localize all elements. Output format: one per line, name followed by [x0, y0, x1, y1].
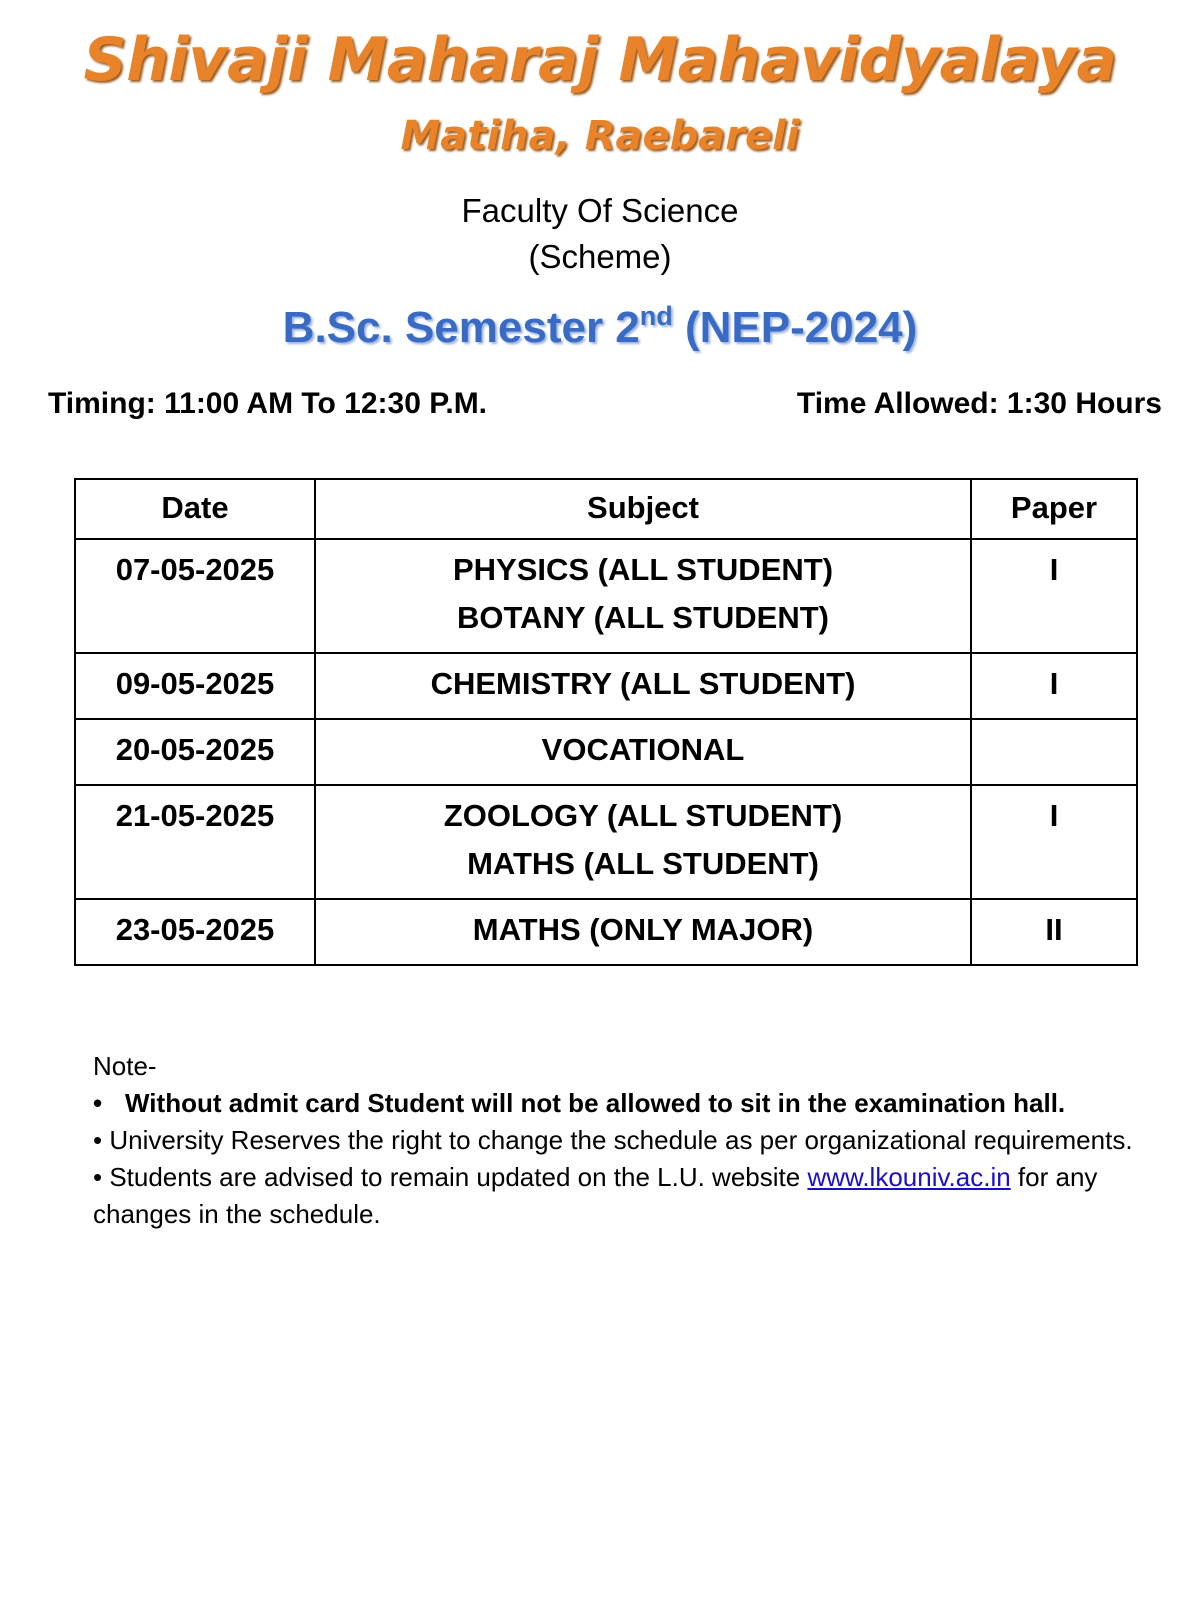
time-allowed: Time Allowed: 1:30 Hours [796, 387, 1162, 420]
subject-line: ZOOLOGY (ALL STUDENT) [443, 798, 843, 833]
table-row [75, 653, 1137, 719]
header-subject: Subject [315, 479, 971, 539]
row-subject [315, 539, 971, 653]
semester-title-scheme: (NEP-2024) [672, 303, 918, 352]
note-admit-card-text: Without admit card Student will not be allowed to sit in the examination hall. [125, 1088, 1066, 1118]
exam-timing: Timing: 11:00 AM To 12:30 P.M. [48, 387, 488, 420]
row-paper: II [971, 899, 1137, 965]
university-website-link[interactable]: www.lkouniv.ac.in [807, 1162, 1011, 1192]
row-date: 23-05-2025 [75, 899, 315, 965]
table-row [75, 719, 1137, 785]
subject-line: MATHS (ALL STUDENT) [467, 846, 819, 881]
row-subject [315, 899, 971, 965]
notes-section [93, 1048, 1173, 1233]
row-date: 09-05-2025 [75, 653, 315, 719]
subject-line: VOCATIONAL [541, 732, 745, 767]
header-paper: Paper [971, 479, 1137, 539]
note-admit-card [93, 1085, 1173, 1122]
bullet-icon: • [93, 1088, 103, 1118]
college-name: Shivaji Maharaj Mahavidyalaya [83, 25, 1117, 95]
semester-title [0, 298, 1200, 358]
table-header-row [75, 479, 1137, 539]
notes-heading: Note- [93, 1051, 157, 1081]
row-paper: I [971, 539, 1137, 653]
exam-schedule-table [74, 478, 1138, 966]
subject-line: CHEMISTRY (ALL STUDENT) [430, 666, 856, 701]
row-subject [315, 719, 971, 785]
row-date: 21-05-2025 [75, 785, 315, 899]
table-row [75, 539, 1137, 653]
row-subject [315, 653, 971, 719]
row-subject [315, 785, 971, 899]
header-date: Date [75, 479, 315, 539]
subject-line: PHYSICS (ALL STUDENT) [452, 552, 834, 587]
subject-line: BOTANY (ALL STUDENT) [457, 600, 829, 635]
note-schedule-change: • University Reserves the right to change the schedule as per organizational requirements. [93, 1125, 1133, 1155]
table-row [75, 899, 1137, 965]
row-date: 20-05-2025 [75, 719, 315, 785]
note-website-text-end: for any changes in the schedule. [93, 1162, 1098, 1229]
subject-line: MATHS (ONLY MAJOR) [472, 912, 814, 947]
row-paper: I [971, 653, 1137, 719]
faculty-title: Faculty Of Science [461, 192, 739, 229]
semester-title-main: B.Sc. Semester 2 [282, 303, 640, 352]
college-location: Matiha, Raebareli [400, 113, 800, 159]
row-date: 07-05-2025 [75, 539, 315, 653]
note-website [93, 1159, 1173, 1233]
note-website-text: • Students are advised to remain updated on the L.U. website [93, 1162, 808, 1192]
row-paper: I [971, 785, 1137, 899]
table-row [75, 785, 1137, 899]
row-paper [971, 719, 1137, 785]
scheme-label: (Scheme) [528, 238, 672, 275]
semester-ordinal-suffix: nd [639, 301, 673, 331]
